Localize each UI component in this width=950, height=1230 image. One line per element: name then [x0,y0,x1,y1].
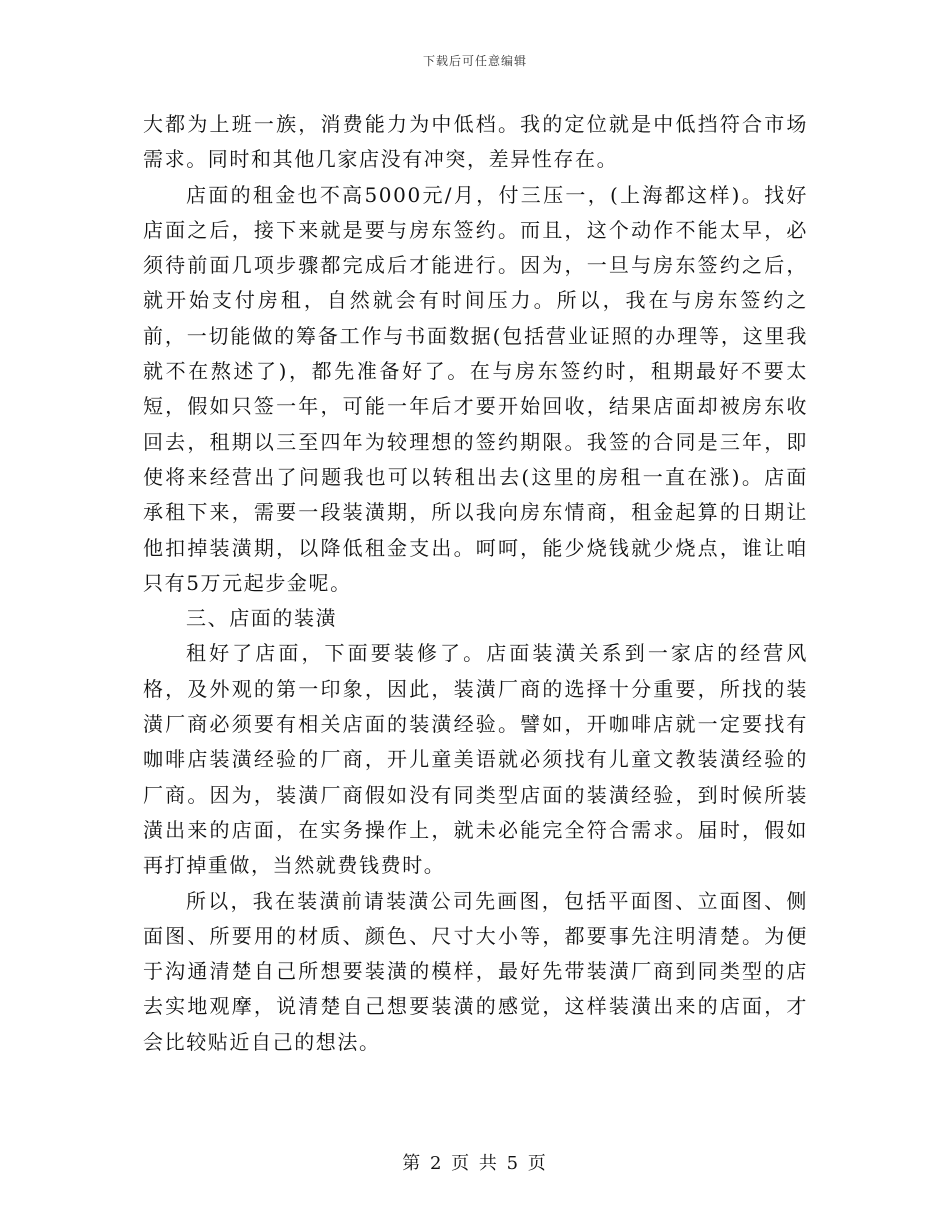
document-body [143,107,808,1060]
page-header-note: 下载后可任意编辑 [422,54,527,68]
paragraph-continuation: 大都为上班一族，消费能力为中低档。我的定位就是中低挡符合市场需求。同时和其他几家店没有冲突，差异性存在。 [143,112,808,172]
paragraph-rent: 店面的租金也不高5000元/月，付三压一，(上海都这样)。找好店面之后，接下来就是要与房东签约。而且，这个动作不能太早，必须待前面几项步骤都完成后才能进行。因为，一旦与房东签约之后，就开始支付房租，自然就会有时间压力。所以，我在与房东签约之前，一切能做的筹备工作与书面数据(包括营业证照的办理等，这里我就不在熬述了)，都先准备好了。在与房东签约时，租期最好不要太短，假如只签一年，可能一年后才要开始回收，结果店面却被房东收回去，租期以三至四年为较理想的签约期限。我签的合同是三年，即使将来经营出了问题我也可以转租出去(这里的房租一直在涨)。店面承租下来，需要一段装潢期，所以我向房东情商，租金起算的日期让他扣掉装潢期，以降低租金支出。呵呵，能少烧钱就少烧点，谁让咱只有5万元起步金呢。 [143,182,808,595]
section-heading-decoration: 三、店面的装潢 [186,606,338,631]
page-number: 第 2 页 共 5 页 [402,1153,548,1174]
paragraph-decoration-plan: 所以，我在装潢前请装潢公司先画图，包括平面图、立面图、侧面图、所要用的材质、颜色、尺寸大小等，都要事先注明清楚。为便于沟通清楚自己所想要装潢的模样，最好先带装潢厂商到同类型的店去实地观摩，说清楚自己想要装潢的感觉，这样装潢出来的店面，才会比较贴近自己的想法。 [143,888,808,1054]
paragraph-decoration-vendor: 租好了店面，下面要装修了。店面装潢关系到一家店的经营风格，及外观的第一印象，因此，装潢厂商的选择十分重要，所找的装潢厂商必须要有相关店面的装潢经验。譬如，开咖啡店就一定要找有咖啡店装潢经验的厂商，开儿童美语就必须找有儿童文教装潢经验的厂商。因为，装潢厂商假如没有同类型店面的装潢经验，到时候所装潢出来的店面，在实务操作上，就未必能完全符合需求。届时，假如再打掉重做，当然就费钱费时。 [143,641,808,878]
